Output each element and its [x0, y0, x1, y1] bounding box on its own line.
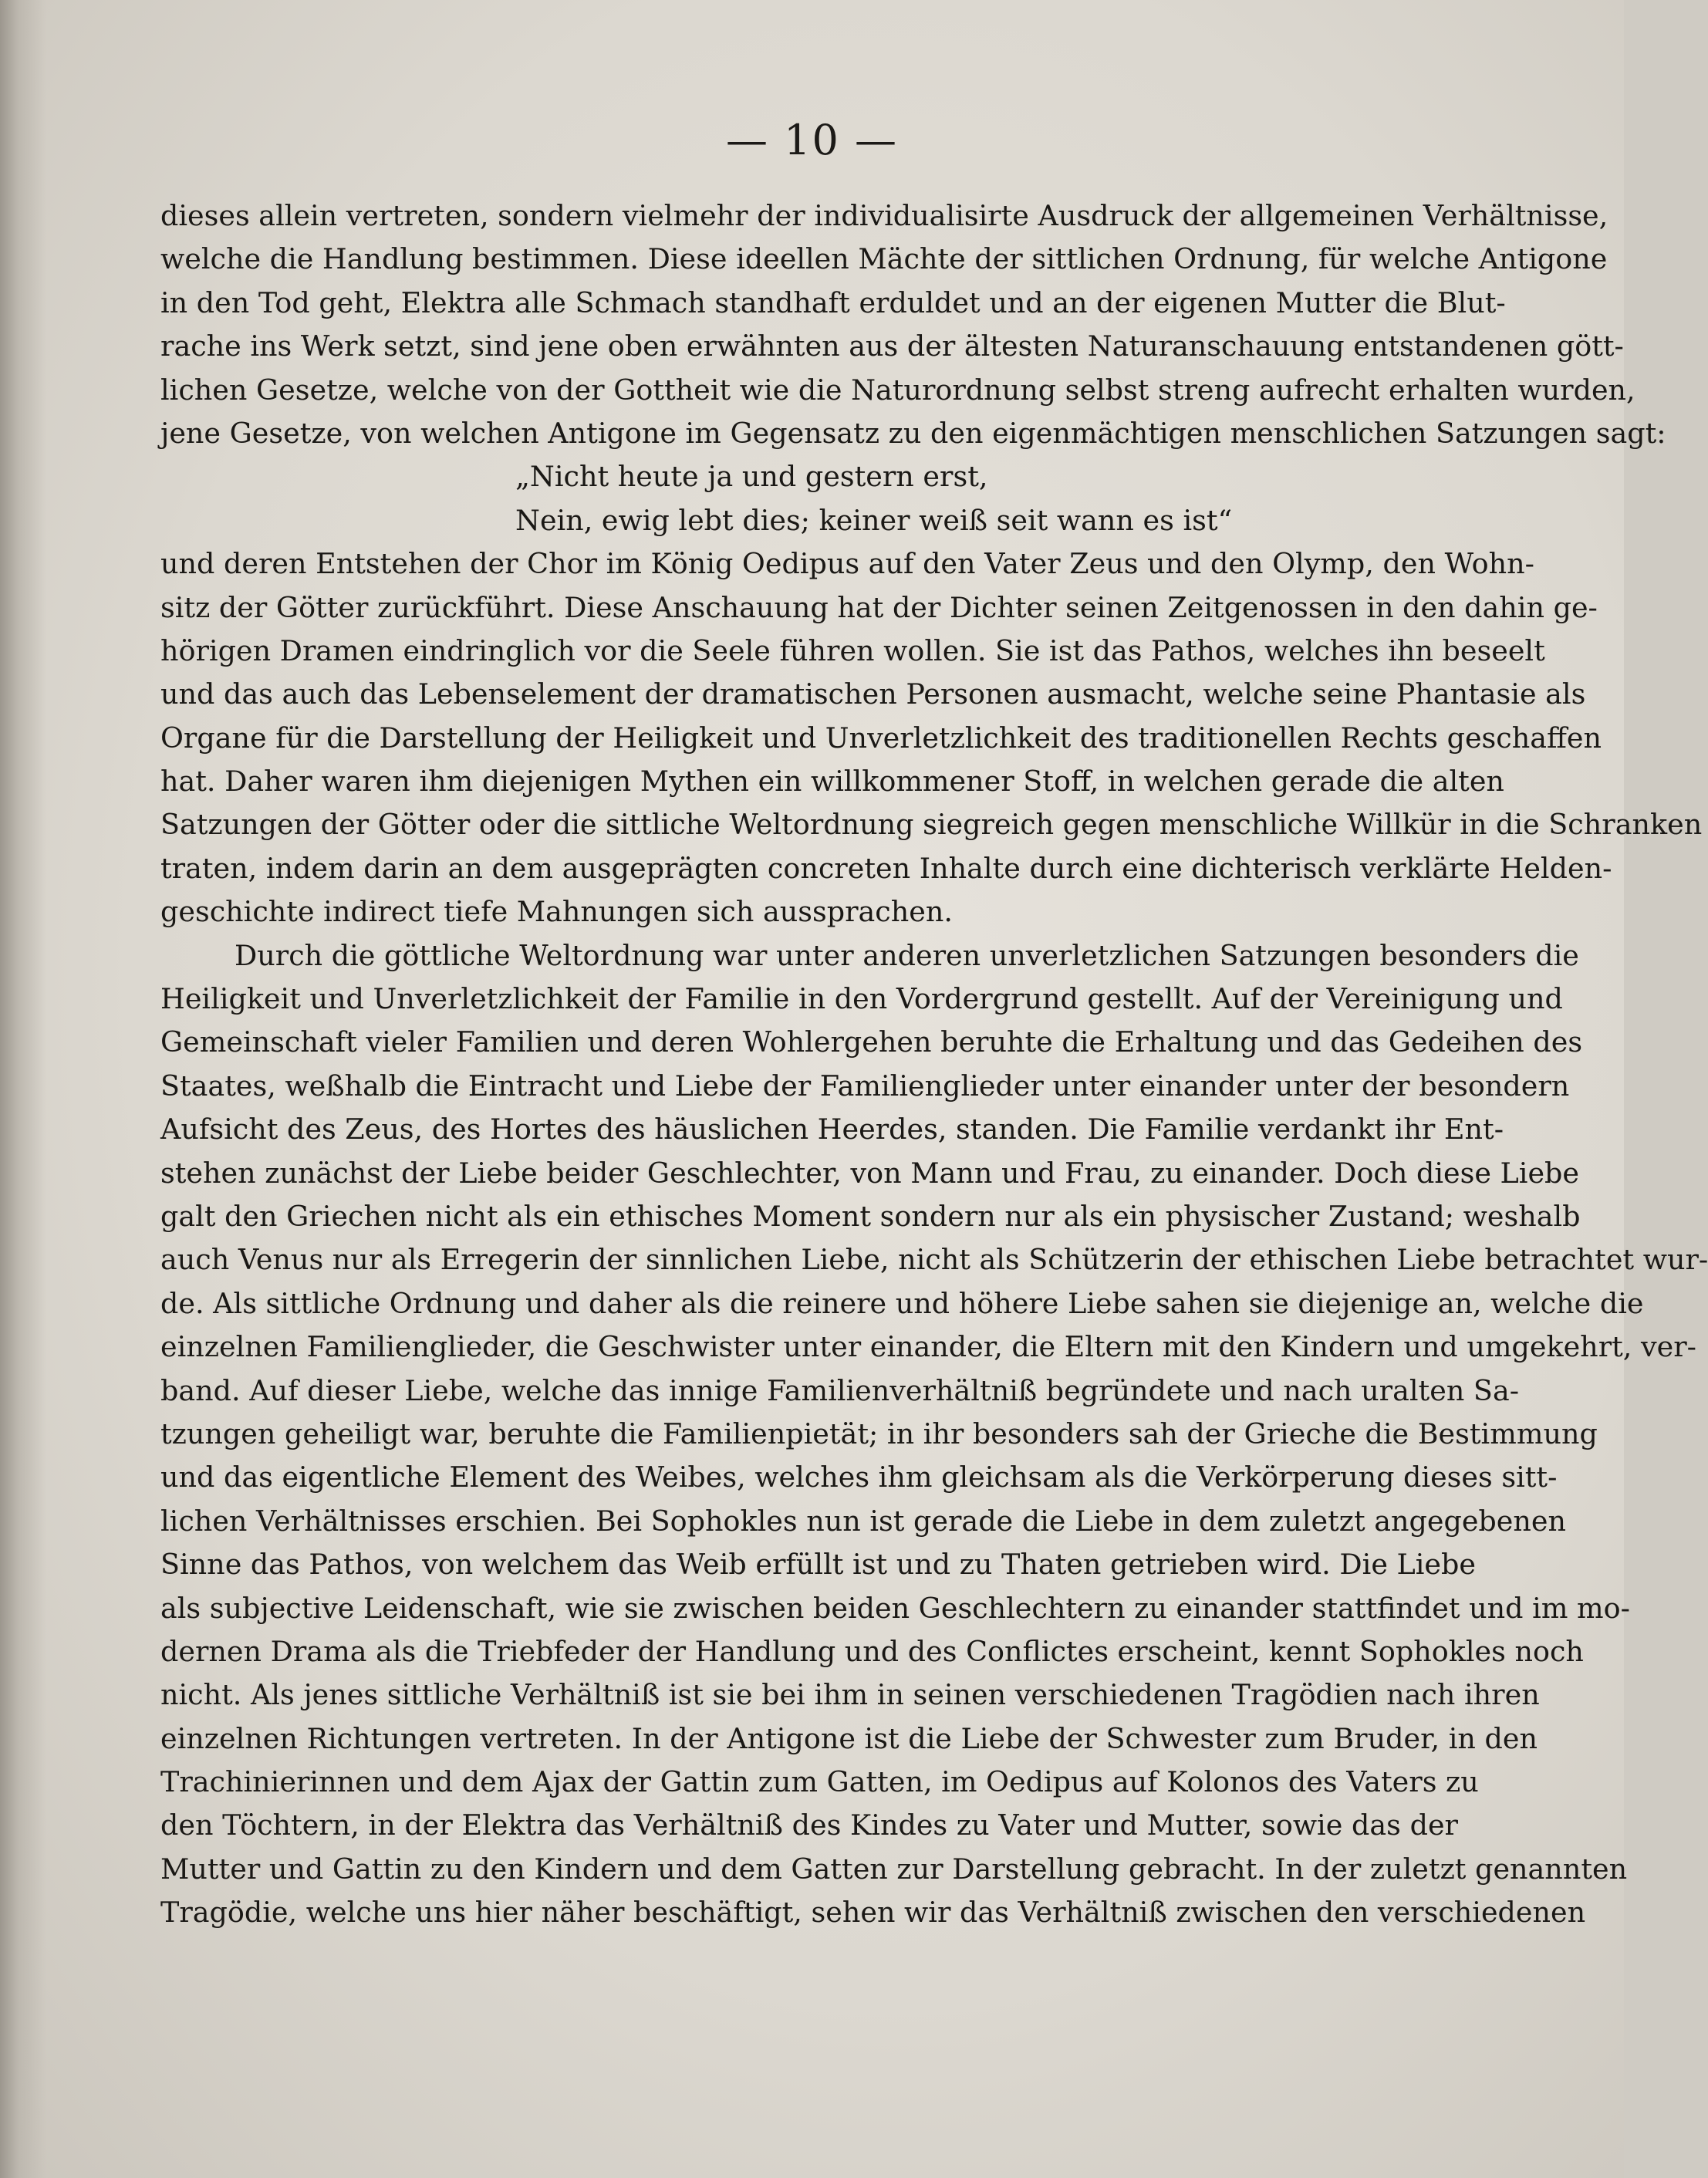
text-line: Sinne das Pathos, von welchem das Weib erfüllt ist und zu Thaten getrieben wird. Die Liebe [160, 1548, 1477, 1582]
text-line: tzungen geheiligt war, beruhte die Familienpietät; in ihr besonders sah der Grieche die Bestimmung [160, 1417, 1598, 1450]
text-line: Tragödie, welche uns hier näher beschäftigt, sehen wir das Verhältniß zwischen den verschiedenen [160, 1896, 1586, 1930]
text-line: und das eigentliche Element des Weibes, welches ihm gleichsam als die Verkörperung dieses sitt- [160, 1460, 1558, 1494]
text-line: jene Gesetze, von welchen Antigone im Gegensatz zu den eigenmächtigen menschlichen Satzungen sagt: [160, 416, 1666, 450]
text-line: und das auch das Lebenselement der dramatischen Personen ausmacht, welche seine Phantasie als [160, 677, 1586, 711]
book-spine-shadow [0, 0, 46, 2178]
text-line: galt den Griechen nicht als ein ethisches Moment sondern nur als ein physischer Zustand; weshalb [160, 1199, 1581, 1233]
text-line: traten, indem darin an dem ausgeprägten concreten Inhalte durch eine dichterisch verklärte Helden- [160, 851, 1612, 885]
text-line: hat. Daher waren ihm diejenigen Mythen ein willkommener Stoff, in welchen gerade die alten [160, 765, 1504, 799]
text-line: Trachinierinnen und dem Ajax der Gattin zum Gatten, im Oedipus auf Kolonos des Vaters zu [160, 1765, 1479, 1799]
text-line: dernen Drama als die Triebfeder der Handlung und des Conflictes erscheint, kennt Sophokles noch [160, 1634, 1584, 1668]
text-line: sitz der Götter zurückführt. Diese Anschauung hat der Dichter seinen Zeitgenossen in den dahin ge- [160, 590, 1598, 624]
text-line: einzelnen Richtungen vertreten. In der Antigone ist die Liebe der Schwester zum Bruder, in den [160, 1721, 1538, 1755]
text-line: band. Auf dieser Liebe, welche das innige Familienverhältniß begründete und nach uralten Sa- [160, 1373, 1520, 1407]
text-line: in den Tod geht, Elektra alle Schmach standhaft erduldet und an der eigenen Mutter die Blut- [160, 285, 1506, 319]
verse-quote-line: „Nicht heute ja und gestern erst, [515, 460, 988, 494]
text-line: Gemeinschaft vieler Familien und deren Wohlergehen beruhte die Erhaltung und das Gedeihen des [160, 1025, 1583, 1059]
text-line: rache ins Werk setzt, sind jene oben erwähnten aus der ältesten Naturanschauung entstandenen gött- [160, 329, 1624, 363]
text-line: nicht. Als jenes sittliche Verhältniß ist sie bei ihm in seinen verschiedenen Tragödien nach ihren [160, 1678, 1540, 1712]
body-text [160, 194, 1708, 1935]
page-number: — 10 — [725, 116, 899, 164]
text-line: lichen Gesetze, welche von der Gottheit wie die Naturordnung selbst streng aufrecht erhalten wurden, [160, 373, 1635, 407]
text-line: Mutter und Gattin zu den Kindern und dem Gatten zur Darstellung gebracht. In der zuletzt genannten [160, 1852, 1628, 1886]
verse-quote-line: Nein, ewig lebt dies; keiner weiß seit wann es ist“ [515, 503, 1233, 537]
text-line: hörigen Dramen eindringlich vor die Seele führen wollen. Sie ist das Pathos, welches ihn beseelt [160, 633, 1545, 667]
text-line: welche die Handlung bestimmen. Diese ideellen Mächte der sittlichen Ordnung, für welche Antigone [160, 242, 1608, 276]
text-line: de. Als sittliche Ordnung und daher als die reinere und höhere Liebe sahen sie diejenige an, welche die [160, 1286, 1644, 1320]
text-line: stehen zunächst der Liebe beider Geschlechter, von Mann und Frau, zu einander. Doch diese Liebe [160, 1156, 1580, 1190]
text-line: geschichte indirect tiefe Mahnungen sich aussprachen. [160, 895, 953, 929]
paragraph-start-line: Durch die göttliche Weltordnung war unter anderen unverletzlichen Satzungen besonders die [235, 938, 1579, 972]
text-line: lichen Verhältnisses erschien. Bei Sophokles nun ist gerade die Liebe in dem zuletzt angegebenen [160, 1504, 1567, 1538]
text-line: und deren Entstehen der Chor im König Oedipus auf den Vater Zeus und den Olymp, den Wohn- [160, 547, 1534, 581]
text-line: Staates, weßhalb die Eintracht und Liebe der Familienglieder unter einander unter der besondern [160, 1069, 1570, 1103]
text-line: auch Venus nur als Erregerin der sinnlichen Liebe, nicht als Schützerin der ethischen Liebe betrachtet wur- [160, 1243, 1708, 1277]
text-line: den Töchtern, in der Elektra das Verhältniß des Kindes zu Vater und Mutter, sowie das der [160, 1808, 1458, 1842]
text-line: Organe für die Darstellung der Heiligkeit und Unverletzlichkeit des traditionellen Rechts geschaffen [160, 721, 1602, 755]
text-line: einzelnen Familienglieder, die Geschwister unter einander, die Eltern mit den Kindern und umgekehrt, ver- [160, 1330, 1697, 1364]
text-line: als subjective Leidenschaft, wie sie zwischen beiden Geschlechtern zu einander stattfindet und im mo- [160, 1591, 1630, 1625]
text-line: Heiligkeit und Unverletzlichkeit der Familie in den Vordergrund gestellt. Auf der Vereinigung und [160, 982, 1563, 1016]
text-line: dieses allein vertreten, sondern vielmehr der individualisirte Ausdruck der allgemeinen Verhältnisse, [160, 199, 1608, 232]
text-line: Satzungen der Götter oder die sittliche Weltordnung siegreich gegen menschliche Willkür in die Schranken [160, 808, 1703, 842]
text-line: Aufsicht des Zeus, des Hortes des häuslichen Heerdes, standen. Die Familie verdankt ihr Ent- [160, 1113, 1504, 1146]
